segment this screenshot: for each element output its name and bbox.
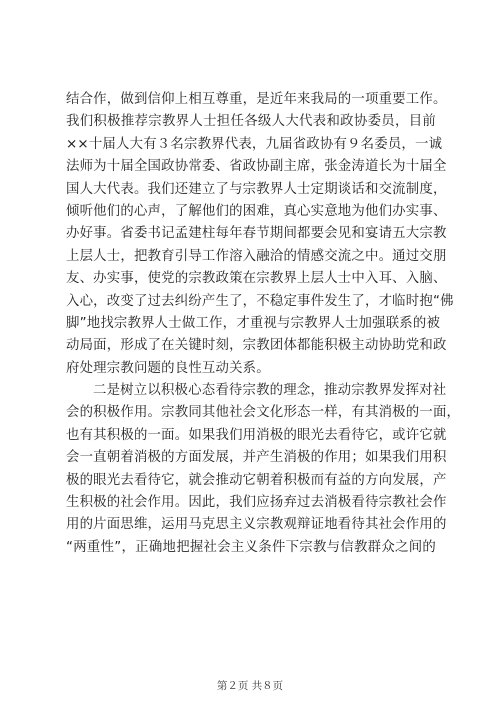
text-line: 动局面，形成了在关键时刻，宗教团体都能积极主动协助党和政	[66, 338, 447, 354]
text-line: “两重性”，正确地把握社会主义条件下宗教与信教群众之间的	[66, 539, 436, 555]
text-line: 倾听他们的心声，了解他们的困难，真心实意地为他们办实事、	[66, 203, 447, 219]
text-line: 法师为十届全国政协常委、省政协副主席，张金涛道长为十届全	[66, 159, 447, 175]
text-line: 极的眼光去看待它，就会推动它朝着积极而有益的方向发展，产	[66, 472, 447, 488]
text-line: ××十届人大有３名宗教界代表，九届省政协有９名委员，一诚	[66, 136, 443, 152]
body-text	[66, 89, 461, 559]
text-line: 府处理宗教问题的良性互动关系。	[66, 360, 270, 376]
text-line: 友、办实事，使党的宗教政策在宗教界上层人士中入耳、入脑、	[66, 271, 447, 287]
text-line: 二是树立以积极心态看待宗教的理念，推动宗教界发挥对社	[93, 383, 447, 399]
page-number-footer: 第２页 共８页	[216, 680, 284, 692]
text-line: 国人大代表。我们还建立了与宗教界人士定期谈话和交流制度，	[66, 181, 447, 197]
text-line: 也有其积极的一面。如果我们用消极的眼光去看待它，或许它就	[66, 427, 447, 443]
text-line: 结合作，做到信仰上相互尊重，是近年来我局的一项重要工作。	[66, 92, 447, 107]
text-line: 入心，改变了过去纠纷产生了，不稳定事件发生了，才临时抱“佛	[66, 293, 454, 309]
text-line: 我们积极推荐宗教界人士担任各级人大代表和政协委员，目前	[66, 114, 436, 130]
text-line: 脚”地找宗教界人士做工作，才重视与宗教界人士加强联系的被	[66, 315, 441, 331]
text-line: 用的片面思维，运用马克思主义宗教观辩证地看待其社会作用的	[66, 517, 447, 533]
text-line: 会一直朝着消极的方面发展，并产生消极的作用；如果我们用积	[66, 450, 447, 466]
text-line: 办好事。省委书记孟建柱每年春节期间都要会见和宴请五大宗教	[66, 226, 447, 242]
text-line: 上层人士，把教育引导工作溶入融洽的情感交流之中。通过交朋	[66, 248, 447, 264]
text-line: 生积极的社会作用。因此，我们应扬弃过去消极看待宗教社会作	[66, 495, 447, 511]
text-line: 会的积极作用。宗教同其他社会文化形态一样，有其消极的一面，	[66, 405, 461, 421]
